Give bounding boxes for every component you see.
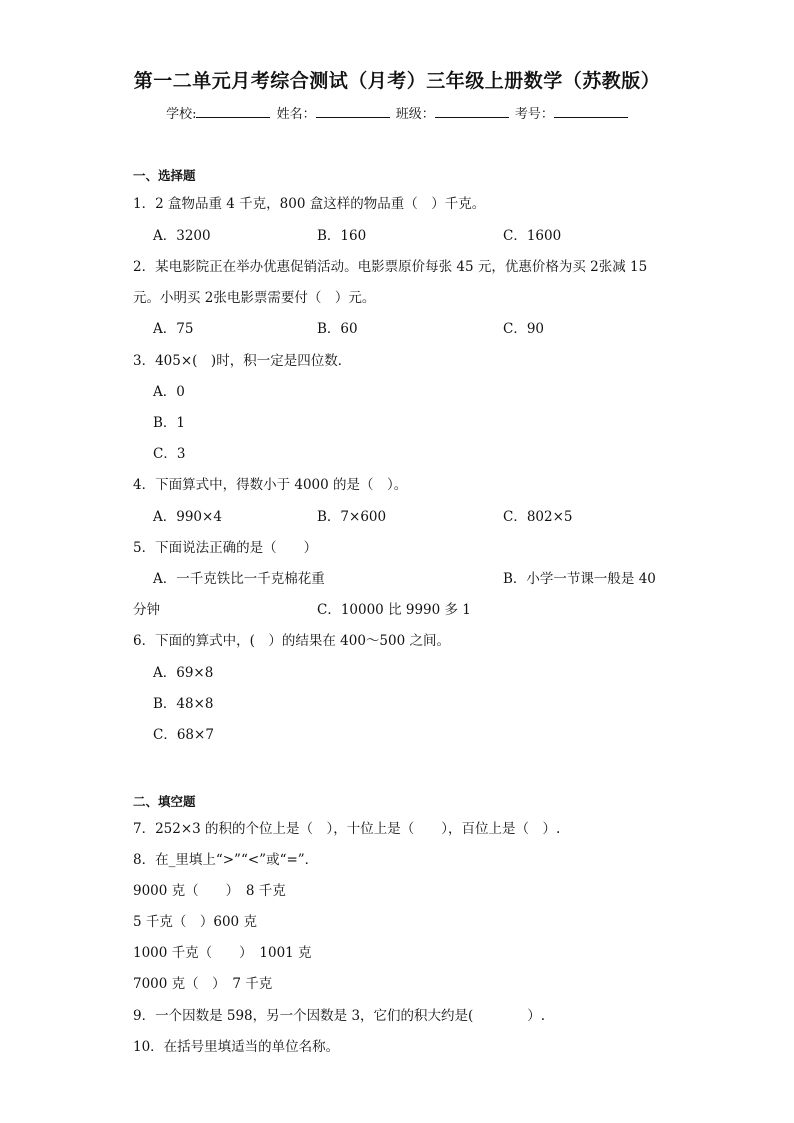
student-info-line bbox=[0, 103, 794, 122]
name-label: 姓名： bbox=[276, 107, 316, 122]
question-3-option-b[interactable]: B．1 bbox=[153, 415, 186, 431]
question-10: 10．在括号里填适当的单位名称。 bbox=[133, 1039, 340, 1055]
question-8-line-4: 7000 克（ ） 7 千克 bbox=[133, 976, 273, 992]
section-heading-choice: 一、选择题 bbox=[133, 168, 196, 183]
question-8-line-1: 9000 克（ ） 8 千克 bbox=[133, 883, 286, 899]
question-2-stem: 2．某电影院正在举办优惠促销活动。电影票原价每张 45 元，优惠价格为买 2张减 15 bbox=[133, 259, 648, 275]
question-2-stem-continued: 元。小明买 2张电影票需要付（ ）元。 bbox=[133, 290, 376, 306]
question-1-option-b[interactable]: B．160 bbox=[317, 228, 367, 244]
question-9: 9．一个因数是 598，另一个因数是 3，它们的积大约是( ）. bbox=[133, 1008, 546, 1024]
question-2-option-c[interactable]: C．90 bbox=[503, 321, 545, 337]
question-4-option-b[interactable]: B．7×600 bbox=[317, 509, 387, 525]
question-3-stem: 3．405×( )时，积一定是四位数． bbox=[133, 353, 352, 369]
number-label: 考号： bbox=[514, 107, 554, 122]
question-6-option-b[interactable]: B．48×8 bbox=[153, 696, 214, 712]
question-2-option-a[interactable]: A．75 bbox=[153, 321, 194, 337]
question-4-stem: 4．下面算式中，得数小于 4000 的是（ ）。 bbox=[133, 477, 408, 493]
section-heading-fill: 二、填空题 bbox=[133, 794, 196, 809]
question-6-option-a[interactable]: A．69×8 bbox=[153, 665, 214, 681]
question-6-option-c[interactable]: C．68×7 bbox=[153, 727, 214, 743]
question-1-stem: 1．2 盒物品重 4 千克，800 盒这样的物品重（ ）千克。 bbox=[133, 196, 486, 212]
question-8-line-3: 1000 千克（ ） 1001 克 bbox=[133, 945, 312, 961]
name-blank[interactable] bbox=[316, 105, 390, 118]
question-5-stem: 5．下面说法正确的是（ ） bbox=[133, 540, 318, 556]
question-3-option-a[interactable]: A．0 bbox=[153, 384, 185, 400]
class-label: 班级： bbox=[395, 107, 435, 122]
school-blank[interactable] bbox=[196, 105, 270, 118]
question-5-option-b[interactable]: B．小学一节课一般是 40 bbox=[503, 571, 656, 587]
number-blank[interactable] bbox=[554, 105, 628, 118]
question-3-option-c[interactable]: C．3 bbox=[153, 446, 186, 462]
question-7: 7．252×3 的积的个位上是（ ），十位上是（ ），百位上是（ ）. bbox=[133, 821, 561, 837]
question-4-option-c[interactable]: C．802×5 bbox=[503, 509, 573, 525]
question-1-option-a[interactable]: A．3200 bbox=[153, 228, 211, 244]
question-5-option-c[interactable]: C．10000 比 9990 多 1 bbox=[317, 602, 471, 618]
question-8-line-2: 5 千克（ ）600 克 bbox=[133, 914, 257, 930]
question-8-stem: 8．在_里填上“>”“<”或“=”． bbox=[133, 852, 319, 868]
question-1-option-c[interactable]: C．1600 bbox=[503, 228, 562, 244]
class-blank[interactable] bbox=[435, 105, 509, 118]
question-5-option-a[interactable]: A．一千克铁比一千克棉花重 bbox=[153, 571, 325, 587]
question-2-option-b[interactable]: B．60 bbox=[317, 321, 358, 337]
question-5-option-b-continued: 分钟 bbox=[133, 602, 160, 618]
school-label: 学校: bbox=[166, 107, 197, 122]
question-6-stem: 6．下面的算式中，( ）的结果在 400～500 之间。 bbox=[133, 633, 450, 649]
question-4-option-a[interactable]: A．990×4 bbox=[153, 509, 222, 525]
page-title: 第一二单元月考综合测试（月考）三年级上册数学（苏教版） bbox=[133, 70, 661, 92]
